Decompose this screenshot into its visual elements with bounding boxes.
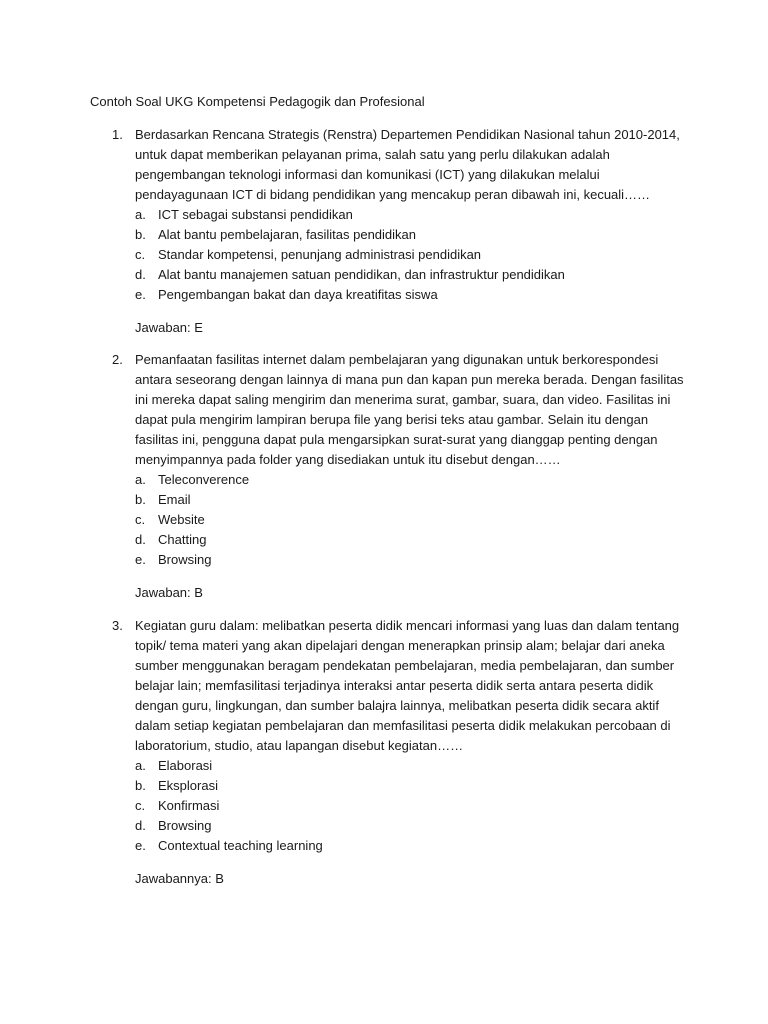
option-text: Browsing xyxy=(158,552,212,567)
option-c xyxy=(135,245,690,265)
option-letter: a. xyxy=(135,207,146,222)
option-text: Chatting xyxy=(158,532,207,547)
option-letter: d. xyxy=(135,532,146,547)
option-letter: b. xyxy=(135,492,146,507)
answer-text: Jawaban: B xyxy=(135,585,203,600)
option-a xyxy=(135,470,690,490)
question-line: ini mereka dapat saling mengirim dan menerima surat, gambar, suara, dan video. Fasilitas ini xyxy=(135,392,671,407)
document-title: Contoh Soal UKG Kompetensi Pedagogik dan Profesional xyxy=(90,94,425,109)
option-list xyxy=(90,470,690,570)
option-e xyxy=(135,285,690,305)
option-text: Alat bantu manajemen satuan pendidikan, dan infrastruktur pendidikan xyxy=(158,267,565,282)
option-letter: d. xyxy=(135,818,146,833)
option-d xyxy=(135,816,690,836)
question-line: untuk dapat memberikan pelayanan prima, salah satu yang perlu dilakukan adalah xyxy=(135,147,610,162)
option-text: Elaborasi xyxy=(158,758,213,773)
question-line: Berdasarkan Rencana Strategis (Renstra) Departemen Pendidikan Nasional tahun 2010-2014, xyxy=(135,127,680,142)
option-letter: e. xyxy=(135,838,146,853)
question-line: belajar lain; memfasilitasi terjadinya interaksi antar peserta didik serta antara peserta didik xyxy=(135,678,654,693)
answer-text: Jawabannya: B xyxy=(135,871,224,886)
question-line: pendayagunaan ICT di bidang pendidikan yang mencakup peran dibawah ini, kecuali…… xyxy=(135,187,651,202)
question-line: Pemanfaatan fasilitas internet dalam pembelajaran yang digunakan untuk berkorespondesi xyxy=(135,352,659,367)
question-2 xyxy=(90,350,690,603)
question-text xyxy=(135,616,690,756)
option-list xyxy=(90,205,690,305)
option-c xyxy=(135,510,690,530)
option-text: Standar kompetensi, penunjang administrasi pendidikan xyxy=(158,247,482,262)
question-text xyxy=(135,350,690,470)
option-e xyxy=(135,550,690,570)
answer-text: Jawaban: E xyxy=(135,320,203,335)
option-letter: c. xyxy=(135,512,146,527)
question-line: dapat pula mengirim lampiran berupa file yang berisi teks atau gambar. Selain itu dengan xyxy=(135,412,649,427)
option-letter: a. xyxy=(135,472,146,487)
option-text: Browsing xyxy=(158,818,212,833)
option-e xyxy=(135,836,690,856)
option-list xyxy=(90,756,690,856)
question-line: sumber menggunakan beragam pendekatan pembelajaran, media pembelajaran, dan sumber xyxy=(135,658,675,673)
option-letter: a. xyxy=(135,758,146,773)
question-number: 3. xyxy=(112,618,123,633)
option-letter: b. xyxy=(135,227,146,242)
option-b xyxy=(135,776,690,796)
option-d xyxy=(135,530,690,550)
option-letter: c. xyxy=(135,247,146,262)
option-letter: e. xyxy=(135,287,146,302)
question-3 xyxy=(90,616,690,889)
question-line: pengembangan teknologi informasi dan komunikasi (ICT) yang dilakukan melalui xyxy=(135,167,600,182)
option-b xyxy=(135,225,690,245)
option-text: Email xyxy=(158,492,191,507)
question-line: menyimpannya pada folder yang disediakan untuk itu disebut dengan…… xyxy=(135,452,561,467)
option-text: ICT sebagai substansi pendidikan xyxy=(158,207,353,222)
question-number: 2. xyxy=(112,352,123,367)
option-text: Contextual teaching learning xyxy=(158,838,323,853)
option-text: Teleconverence xyxy=(158,472,250,487)
question-line: dalam setiap kegiatan pembelajaran dan memfasilitasi peserta didik melakukan percobaan di xyxy=(135,718,671,733)
question-1 xyxy=(90,125,690,338)
option-text: Eksplorasi xyxy=(158,778,218,793)
option-letter: b. xyxy=(135,778,146,793)
option-a xyxy=(135,205,690,225)
question-text xyxy=(135,125,690,205)
question-line: laboratorium, studio, atau lapangan disebut kegiatan…… xyxy=(135,738,464,753)
question-number: 1. xyxy=(112,127,123,142)
option-text: Alat bantu pembelajaran, fasilitas pendidikan xyxy=(158,227,417,242)
question-line: topik/ tema materi yang akan dipelajari dengan menerapkan prinsip alam; belajar dari aneka xyxy=(135,638,665,653)
option-text: Pengembangan bakat dan daya kreatifitas siswa xyxy=(158,287,438,302)
option-a xyxy=(135,756,690,776)
question-line: fasilitas ini, pengguna dapat pula mengarsipkan surat-surat yang dianggap penting dengan xyxy=(135,432,658,447)
option-text: Konfirmasi xyxy=(158,798,220,813)
question-line: dengan guru, lingkungan, dan sumber balajra lainnya, melibatkan peserta didik secara aktif xyxy=(135,698,659,713)
option-d xyxy=(135,265,690,285)
option-letter: c. xyxy=(135,798,146,813)
option-b xyxy=(135,490,690,510)
option-letter: e. xyxy=(135,552,146,567)
question-line: Kegiatan guru dalam: melibatkan peserta didik mencari informasi yang luas dan dalam tentang xyxy=(135,618,680,633)
option-letter: d. xyxy=(135,267,146,282)
question-line: antara seseorang dengan lainnya di mana pun dan kapan pun mereka berada. Dengan fasilitas xyxy=(135,372,684,387)
option-text: Website xyxy=(158,512,205,527)
option-c xyxy=(135,796,690,816)
